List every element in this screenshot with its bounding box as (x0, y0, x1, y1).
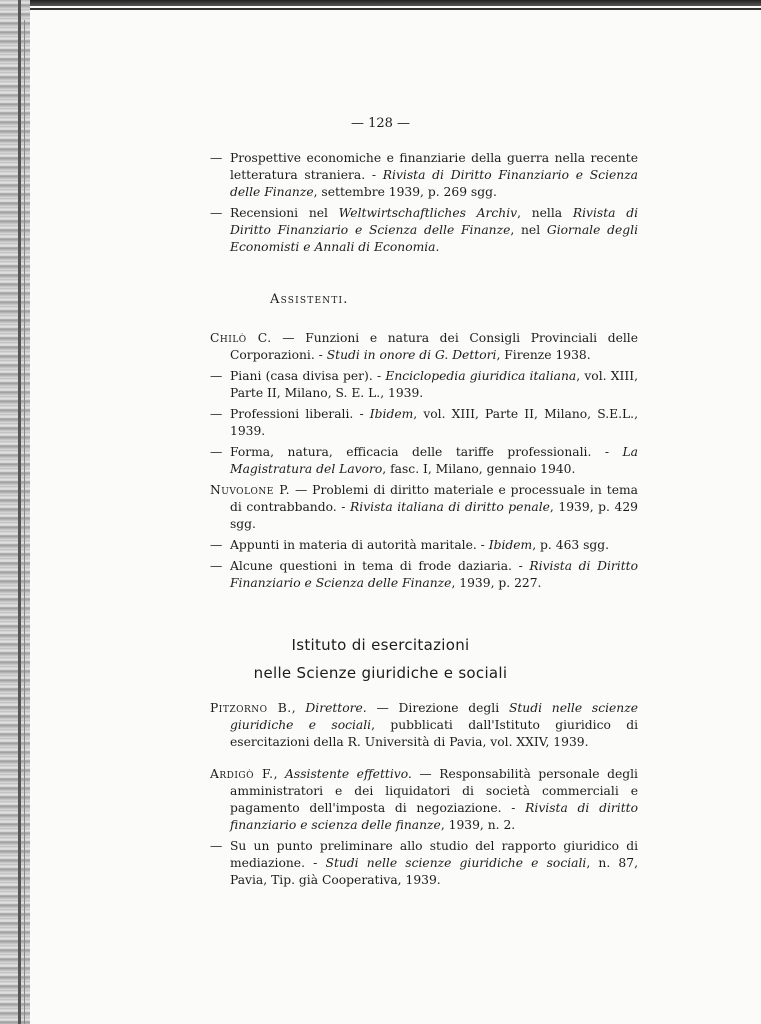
institute-heading-line-1: Istituto di esercitazioni (291, 636, 470, 654)
bib-entry: Pitzorno B., Direttore. — Direzione degli Studi nelle scienze giuridiche e sociali, pubblicati dall'Istituto giuridico di esercitazioni della R. Università di Pavia, vol. XXIV, 1939. (210, 701, 638, 749)
section-title-assistenti: Assistenti. (270, 292, 349, 307)
bib-entry: — Su un punto preliminare allo studio del rapporto giuridico di mediazione. - Studi nelle scienze giuridiche e sociali, n. 87, Pavia, Tip. già Cooperativa, 1939. (210, 839, 638, 887)
author-role: Direttore. (305, 701, 367, 715)
ardigo-works-list (210, 766, 638, 893)
bib-entry: Ardigò F., Assistente effettivo. — Responsabilità personale degli amministratori e dei liquidatori di società commerciali e pagamento dell'imposta di negoziazione. - Rivista di diritto finanziario e scienza delle finanze, 1939, n. 2. (210, 767, 638, 832)
scan-top-edge (0, 0, 761, 6)
bib-entry: — Recensioni nel Weltwirtschaftliches Archiv, nella Rivista di Diritto Finanziario e Scienza delle Finanze, nel Giornale degli Economisti e Annali di Economia. (210, 206, 639, 254)
bib-entry: Nuvolone P. — Problemi di diritto materiale e processuale in tema di contrabbando. - Rivista italiana di diritto penale, 1939, p. 429 sgg. (210, 483, 638, 531)
author-name: Nuvolone P. (210, 483, 290, 497)
scan-binding-edge (0, 0, 30, 1024)
author-name: Pitzorno B. (210, 701, 292, 715)
bib-entry: — Prospettive economiche e finanziarie della guerra nella recente letteratura straniera. - Rivista di Diritto Finanziario e Scienza delle Finanze, settembre 1939, p. 269 sgg. (210, 151, 639, 199)
nuvolone-works-list (210, 482, 638, 596)
bib-entry: Chilò C. — Funzioni e natura dei Consigli Provinciali delle Corporazioni. - Studi in onore di G. Dettori, Firenze 1938. (210, 331, 638, 362)
previous-works-list (210, 150, 638, 260)
page-number: — 128 — (350, 116, 411, 131)
author-name: Ardigò F. (210, 767, 274, 781)
bib-entry: — Alcune questioni in tema di frode daziaria. - Rivista di Diritto Finanziario e Scienza delle Finanze, 1939, p. 227. (210, 559, 638, 590)
scan-binding-rule-2 (24, 20, 25, 1024)
pitzorno-works-list (210, 700, 638, 755)
institute-heading-line-2: nelle Scienze giuridiche e sociali (253, 664, 508, 682)
scan-top-rule (30, 8, 761, 10)
bib-entry: — Appunti in materia di autorità maritale. - Ibidem, p. 463 sgg. (210, 538, 610, 552)
bib-entry: — Professioni liberali. - Ibidem, vol. XIII, Parte II, Milano, S.E.L., 1939. (210, 407, 638, 438)
scan-binding-rule (18, 0, 21, 1024)
chilo-works-list (210, 330, 638, 482)
author-role: Assistente effettivo. (285, 767, 412, 781)
bib-entry: — Piani (casa divisa per). - Enciclopedia giuridica italiana, vol. XIII, Parte II, Milano, S. E. L., 1939. (210, 369, 638, 400)
bib-entry: — Forma, natura, efficacia delle tariffe professionali. - La Magistratura del Lavoro, fasc. I, Milano, gennaio 1940. (210, 445, 638, 476)
author-name: Chilò C. (210, 331, 272, 345)
